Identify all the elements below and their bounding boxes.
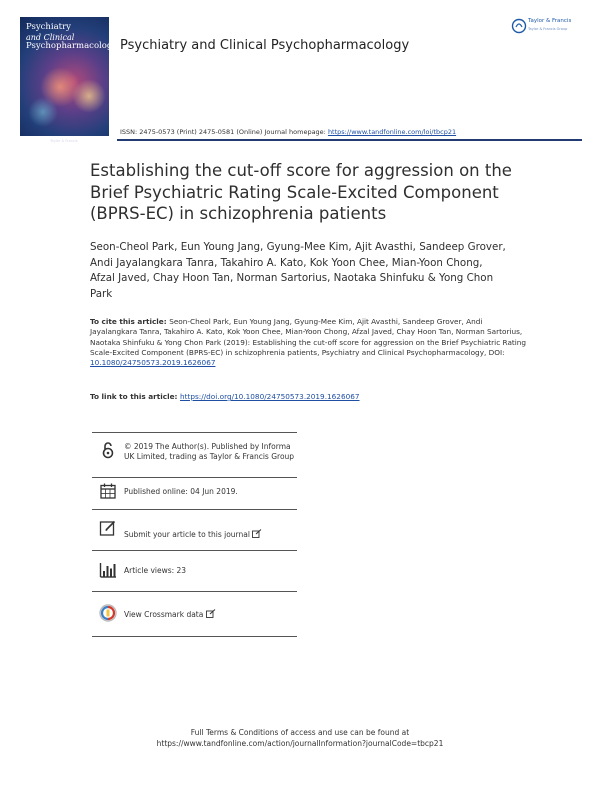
- cover-title: [26, 22, 118, 52]
- info-divider: [92, 509, 297, 510]
- cover-title-line: and Clinical: [26, 32, 75, 42]
- article-views-text: Article views: 23: [124, 566, 187, 575]
- submit-article-link[interactable]: [124, 529, 299, 540]
- info-divider: [92, 636, 297, 637]
- bar-chart-icon: [99, 561, 117, 579]
- journal-cover: [20, 17, 118, 143]
- citation-block: [90, 317, 530, 368]
- external-link-icon: [206, 609, 216, 618]
- publisher-logo-text: Taylor & Francis: [528, 18, 572, 24]
- journal-name: Psychiatry and Clinical Psychopharmacology: [120, 38, 410, 53]
- published-date-text: Published online: 04 Jun 2019.: [124, 487, 238, 496]
- citation-label: To cite this article:: [90, 317, 170, 326]
- header-rule: [117, 139, 582, 141]
- citation-text: Seon-Cheol Park, Eun Young Jang, Gyung-Mee Kim, Ajit Avasthi, Sandeep Grover, Andi Jayalangkara Tanra, Takahiro A. Kato, Kok Yoon Chee, Mian-Yoon Chong, Afzal Javed, Chay Hoon Tan, Norman Sartorius, Naotaka Shinfuku & Yong Chon Park (2019): Establishing the cut-off score for aggression on the Brief Psychiatric Rating Scale-Excited Component (BPRS-EC) in schizophrenia patients, Psychiatry and Clinical Psychopharmacology, DOI:: [90, 317, 527, 357]
- article-authors: Seon-Cheol Park, Eun Young Jang, Gyung-Mee Kim, Ajit Avasthi, Sandeep Grover, Andi Jayalangkara Tanra, Takahiro A. Kato, Kok Yoon Chee, Mian-Yoon Chong, Afzal Javed, Chay Hoon Tan, Norman Sartorius, Naotaka Shinfuku & Yong Chon Park: [90, 241, 506, 300]
- cover-art-glow: [28, 97, 58, 127]
- calendar-icon: [99, 482, 117, 500]
- citation-doi-link[interactable]: 10.1080/24750573.2019.1626067: [90, 358, 216, 368]
- crossmark-label: View Crossmark data: [124, 610, 204, 619]
- cover-publisher-mark: Taylor & Francis: [50, 139, 78, 143]
- issn-line: [120, 128, 456, 136]
- submit-article-label: Submit your article to this journal: [124, 530, 250, 539]
- issn-text: ISSN: 2475-0573 (Print) 2475-0581 (Online) Journal homepage:: [120, 128, 328, 136]
- journal-homepage-link[interactable]: https://www.tandfonline.com/loi/tbcp21: [327, 128, 457, 136]
- article-doi-url-link[interactable]: https://doi.org/10.1080/24750573.2019.1626067: [180, 392, 360, 401]
- info-divider: [92, 477, 297, 478]
- info-divider: [92, 550, 297, 551]
- cover-title-line: Psychiatry: [26, 22, 71, 32]
- cover-art-glow: [72, 79, 106, 113]
- license-text: © 2019 The Author(s). Published by Informa UK Limited, trading as Taylor & Francis Group: [124, 442, 295, 461]
- external-edit-icon: [252, 529, 262, 538]
- footer: [0, 727, 600, 749]
- crossmark-link[interactable]: [124, 609, 299, 620]
- submit-edit-icon[interactable]: [99, 519, 117, 537]
- footer-terms-text: Full Terms & Conditions of access and use can be found at: [190, 728, 410, 737]
- publisher-logo-icon: [511, 17, 527, 35]
- info-divider: [92, 432, 297, 433]
- publisher-logo-subtext: Taylor & Francis Group: [528, 27, 568, 31]
- crossmark-icon[interactable]: [99, 604, 117, 622]
- info-divider: [92, 591, 297, 592]
- article-link-label: To link to this article:: [90, 392, 181, 401]
- cover-title-line: Psychopharmacology: [26, 41, 118, 51]
- article-title: Establishing the cut-off score for aggression on the Brief Psychiatric Rating Scale-Excited Component (BPRS-EC) in schizophrenia patients: [90, 161, 512, 223]
- open-access-lock-icon: [99, 441, 117, 459]
- footer-terms-link[interactable]: https://www.tandfonline.com/action/journalInformation?journalCode=tbcp21: [156, 739, 444, 748]
- article-link-line: [90, 392, 360, 401]
